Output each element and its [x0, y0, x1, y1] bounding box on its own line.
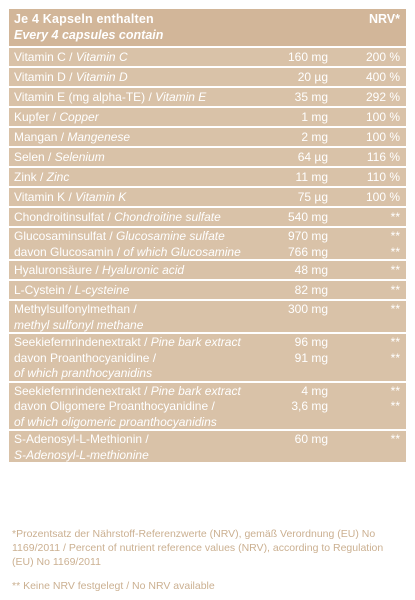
row-line — [9, 261, 406, 279]
nutrient-name — [14, 245, 241, 259]
table-row — [9, 334, 406, 381]
nutrient-name-de: Vitamin K / — [14, 190, 76, 204]
row-line — [9, 414, 406, 430]
row-line — [9, 365, 406, 381]
nutrient-nrv: ** — [390, 432, 400, 446]
nutrient-nrv: 100 % — [365, 130, 400, 144]
table-row — [9, 68, 406, 86]
table-row — [9, 208, 406, 226]
nutrient-name — [14, 90, 206, 104]
table-row — [9, 301, 406, 332]
nutrient-nrv: 116 % — [366, 150, 400, 164]
nutrient-name-de: Hyaluronsäure / — [14, 263, 103, 277]
table-row — [9, 108, 406, 126]
nutrient-name — [14, 366, 152, 380]
table-row — [9, 228, 406, 259]
no-nrv-footnote: ** Keine NRV festgelegt / No NRV available — [12, 580, 215, 592]
nutrient-name-en: methyl sulfonyl methane — [14, 317, 144, 332]
nutrient-name-en: Copper — [59, 110, 99, 124]
nutrient-amount: 11 mg — [295, 170, 328, 184]
row-line — [9, 228, 406, 244]
nutrient-name — [14, 110, 99, 124]
nutrient-rows — [9, 48, 406, 462]
row-line — [9, 301, 406, 317]
nutrient-name-de: Methylsulfonylmethan / — [14, 302, 137, 316]
row-line — [9, 108, 406, 126]
nutrition-table — [9, 9, 406, 464]
nutrient-name-de: L-Cystein / — [14, 283, 75, 297]
table-row — [9, 168, 406, 186]
nrv-footnote: *Prozentsatz der Nährstoff-Referenzwerte (NRV), gemäß Verordnung (EU) No 1169/2011 / Percent of nutrient reference values (NRV), according to Regulation (EU) No 1169/2011 — [12, 528, 384, 568]
row-line — [9, 168, 406, 186]
table-row — [9, 148, 406, 166]
row-line — [9, 88, 406, 106]
table-row — [9, 383, 406, 430]
nutrient-name — [14, 210, 221, 224]
nutrient-name — [14, 399, 215, 413]
nutrient-name-de: Seekiefernrindenextrakt / — [14, 383, 151, 398]
row-line — [9, 48, 406, 66]
nutrient-nrv: ** — [390, 383, 400, 398]
row-line — [9, 148, 406, 166]
nutrient-nrv: ** — [390, 210, 400, 224]
nutrient-name-en: Pine bark extract — [150, 335, 241, 349]
nutrient-name — [14, 448, 149, 462]
row-line — [9, 208, 406, 226]
nutrient-name — [14, 229, 225, 243]
table-row — [9, 188, 406, 206]
nutrient-amount: 540 mg — [287, 210, 328, 224]
nutrient-name-en: L-cysteine — [74, 283, 130, 297]
nutrient-amount: 4 mg — [301, 383, 328, 398]
nutrient-amount: 91 mg — [294, 350, 328, 365]
nutrient-nrv: 400 % — [365, 70, 400, 84]
table-row — [9, 261, 406, 279]
table-row — [9, 128, 406, 146]
nutrient-amount: 2 mg — [301, 130, 328, 144]
nutrient-name — [14, 50, 128, 64]
nutrient-nrv: 292 % — [365, 90, 400, 104]
nutrient-name-en: of which oligomeric proanthocyanidins — [14, 414, 217, 429]
nutrient-name-de: Vitamin E (mg alpha-TE) / — [14, 90, 156, 104]
nutrient-nrv: 100 % — [365, 110, 400, 124]
nutrient-name-en: Mangenese — [67, 130, 131, 144]
nutrient-name-en: Vitamin E — [155, 90, 207, 104]
nutrient-amount: 20 µg — [297, 70, 328, 84]
nutrient-name-en: Hyaluronic acid — [102, 263, 185, 277]
nutrient-name-de: Zink / — [14, 170, 47, 184]
nutrient-nrv: ** — [390, 229, 400, 243]
nutrient-amount: 35 mg — [294, 90, 328, 104]
nutrient-nrv: 100 % — [365, 190, 400, 204]
nutrient-name-en: of which pranthocyanidins — [14, 366, 153, 380]
header-title-en: Every 4 capsules contain — [14, 28, 164, 42]
nutrient-name — [14, 263, 184, 277]
nutrient-name — [14, 170, 69, 184]
nutrient-nrv: 110 % — [366, 170, 400, 184]
nutrient-name-en: Glucosamine sulfate — [116, 229, 225, 243]
row-line — [9, 128, 406, 146]
nutrient-amount: 3,6 mg — [291, 399, 328, 413]
nutrient-nrv: 200 % — [365, 50, 400, 64]
nutrient-name-en: Selenium — [54, 150, 105, 164]
nutrient-nrv: ** — [390, 244, 400, 259]
nutrient-amount: 300 mg — [287, 302, 328, 316]
nutrient-name-de: Vitamin C / — [14, 50, 76, 64]
nutrient-name-en: of which Glucosamine — [123, 244, 241, 259]
nutrient-amount: 82 mg — [294, 283, 328, 297]
nutrient-amount: 970 mg — [287, 229, 328, 243]
nutrient-nrv: ** — [390, 283, 400, 297]
row-line — [9, 447, 406, 463]
nutrient-name-de: Seekiefernrindenextrakt / — [14, 335, 151, 349]
nutrient-name — [14, 384, 241, 398]
nutrient-amount: 75 µg — [297, 190, 328, 204]
row-line — [9, 244, 406, 260]
nutrient-amount: 766 mg — [287, 244, 328, 259]
nrv-column-header: NRV* — [368, 12, 400, 26]
nutrient-name — [14, 130, 130, 144]
table-header — [9, 9, 406, 46]
nutrient-name-en: Vitamin C — [75, 50, 128, 64]
nutrient-amount: 1 mg — [301, 110, 328, 124]
nutrient-name-de: davon Glucosamin / — [14, 244, 124, 259]
nutrient-amount: 48 mg — [294, 263, 328, 277]
nutrient-name-de: Selen / — [14, 150, 55, 164]
row-line — [9, 334, 406, 350]
table-row — [9, 431, 406, 462]
nutrient-amount: 96 mg — [294, 335, 328, 349]
nutrient-nrv: ** — [390, 399, 400, 413]
nutrient-name-de: S-Adenosyl-L-Methionin / — [14, 432, 149, 446]
row-line — [9, 383, 406, 399]
nutrient-name-en: S-Adenosyl-L-methionine — [14, 447, 149, 462]
nutrient-name-en: Vitamin D — [75, 70, 128, 84]
nutrient-name — [14, 190, 126, 204]
nutrient-name-en: Pine bark extract — [150, 383, 241, 398]
nutrient-name — [14, 70, 128, 84]
nutrient-name-en: Vitamin K — [75, 190, 127, 204]
row-line — [9, 68, 406, 86]
row-line — [9, 431, 406, 447]
row-line — [9, 317, 406, 333]
nutrient-name-de: davon Proanthocyanidine / — [14, 350, 157, 365]
nutrient-amount: 64 µg — [297, 150, 328, 164]
nutrient-name — [14, 302, 137, 316]
nutrient-nrv: ** — [390, 263, 400, 277]
nutrient-name — [14, 335, 241, 349]
nutrient-name — [14, 318, 143, 332]
nutrient-name — [14, 351, 156, 365]
nutrient-name-en: Zinc — [46, 170, 70, 184]
table-row — [9, 48, 406, 66]
table-row — [9, 281, 406, 299]
nutrient-name-en: Chondroitine sulfate — [114, 210, 221, 224]
header-title-de: Je 4 Kapseln enthalten — [14, 12, 154, 26]
nutrient-name-de: Glucosaminsulfat / — [14, 229, 117, 243]
row-line — [9, 188, 406, 206]
nutrient-name-de: Chondroitinsulfat / — [14, 210, 115, 224]
row-line — [9, 350, 406, 366]
nutrient-nrv: ** — [390, 302, 400, 316]
nutrient-name-de: Kupfer / — [14, 110, 60, 124]
nutrient-name — [14, 150, 105, 164]
table-row — [9, 88, 406, 106]
row-line — [9, 398, 406, 414]
nutrient-name-de: Vitamin D / — [14, 70, 76, 84]
row-line — [9, 281, 406, 299]
nutrient-name — [14, 432, 149, 446]
nutrient-nrv: ** — [390, 335, 400, 349]
nutrient-name-de: davon Oligomere Proanthocyanidine / — [14, 399, 215, 413]
nutrient-name — [14, 415, 217, 429]
nutrient-amount: 60 mg — [294, 432, 328, 446]
nutrient-amount: 160 mg — [287, 50, 328, 64]
nutrient-name-de: Mangan / — [14, 130, 68, 144]
nutrient-nrv: ** — [390, 350, 400, 365]
nutrient-name — [14, 283, 129, 297]
